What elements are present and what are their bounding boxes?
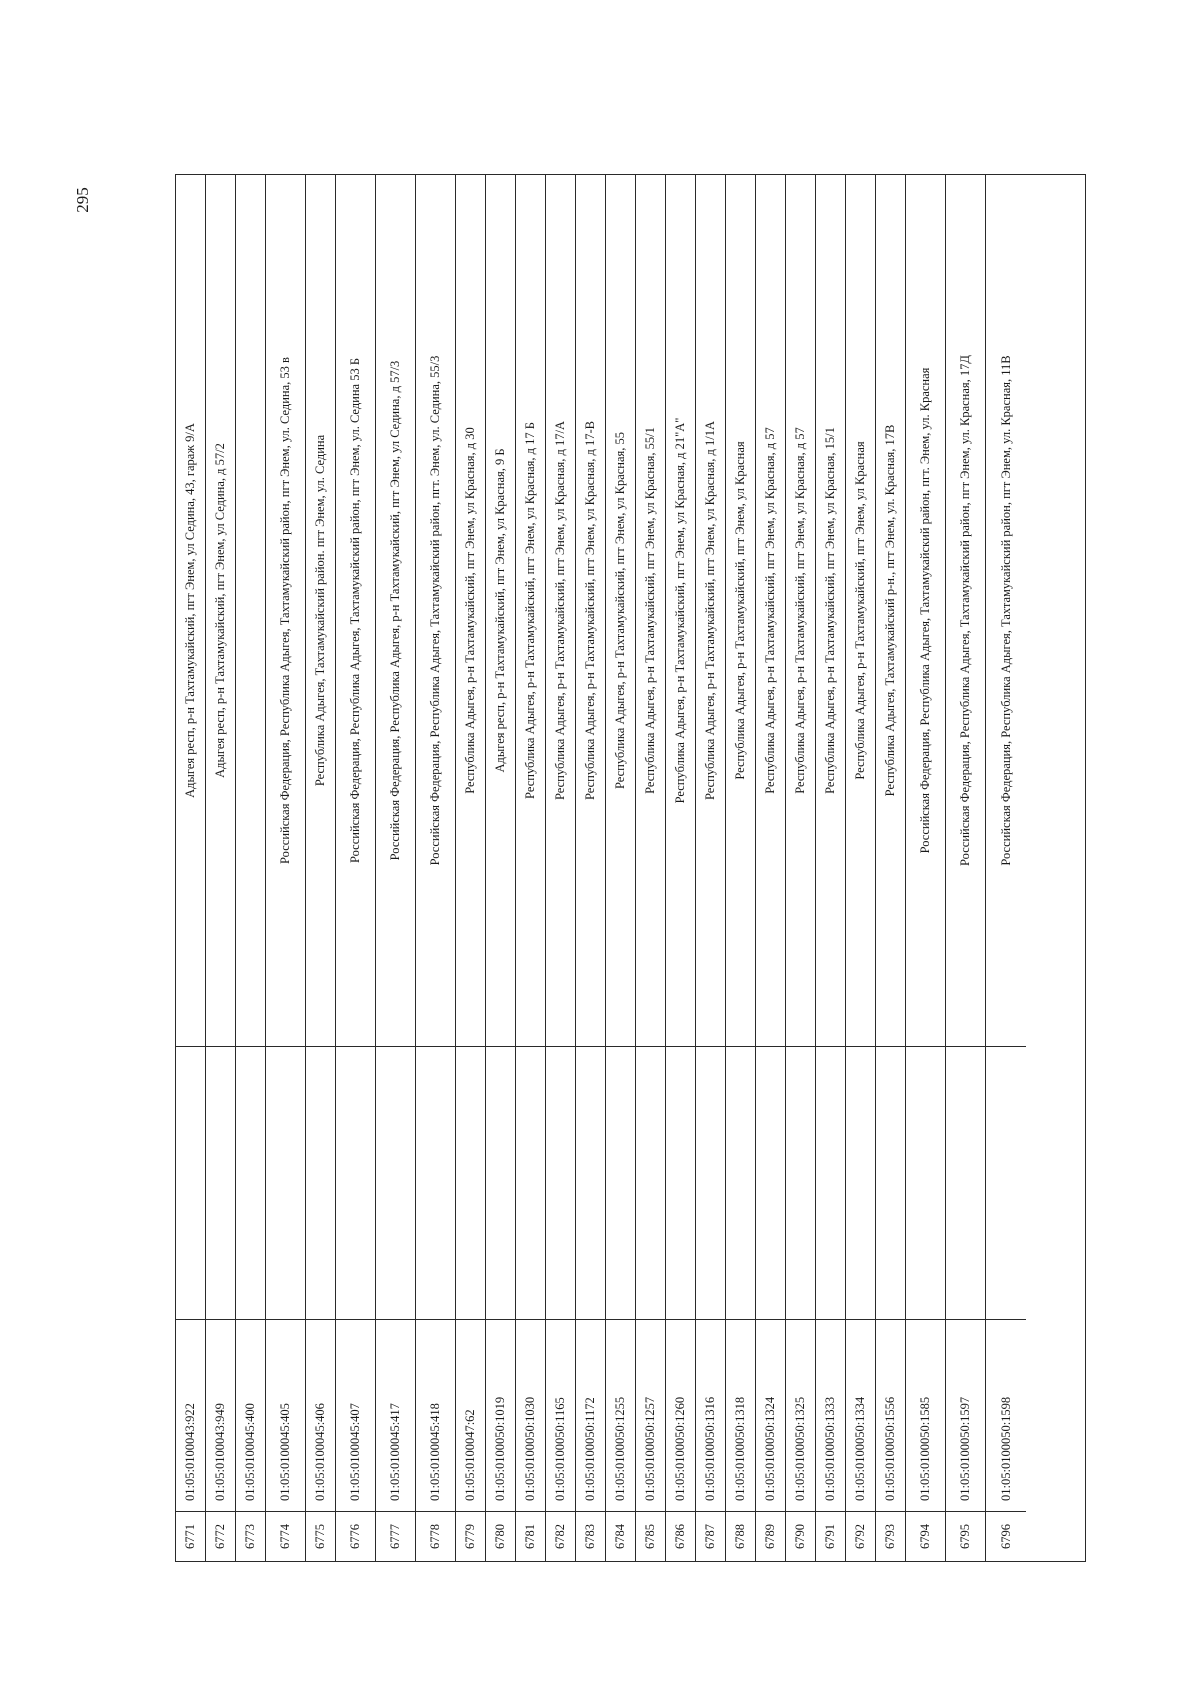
empty-cell [816, 1046, 845, 1319]
address: Республика Адыгея, р-н Тахтамукайский, пгт Энем, ул Красная, д 17 Б [523, 422, 537, 799]
row-number: 6781 [516, 1511, 545, 1561]
table-row [636, 175, 666, 1561]
row-number: 6777 [376, 1511, 415, 1561]
empty-cell [206, 1046, 235, 1319]
cadastral-number: 01:05:0100050:1019 [486, 1319, 515, 1511]
table-row [816, 175, 846, 1561]
cadastral-number: 01:05:0100047:62 [456, 1319, 485, 1511]
row-number: 6778 [416, 1511, 455, 1561]
address: Республика Адыгея, р-н Тахтамукайский, пгт Энем, ул Красная [733, 441, 747, 780]
table-row [516, 175, 546, 1561]
row-number: 6783 [576, 1511, 605, 1561]
empty-cell [696, 1046, 725, 1319]
empty-cell [336, 1046, 375, 1319]
cadastral-number: 01:05:0100050:1030 [516, 1319, 545, 1511]
row-number: 6775 [306, 1511, 335, 1561]
table-row [486, 175, 516, 1561]
empty-cell [266, 1046, 305, 1319]
row-number: 6774 [266, 1511, 305, 1561]
cadastral-number: 01:05:0100045:417 [376, 1319, 415, 1511]
empty-cell [666, 1046, 695, 1319]
address: Республика Адыгея, р-н Тахтамукайский, пгт Энем, ул Красная, д 30 [463, 427, 477, 794]
table-row [696, 175, 726, 1561]
address: Республика Адыгея, р-н Тахтамукайский, пгт Энем, ул Красная, д 1/1А [703, 420, 717, 801]
address: Российская Федерация, Республика Адыгея, Тахтамукайский район, пгт Энем, ул. Красная, 17Д [958, 355, 972, 866]
row-number: 6794 [906, 1511, 945, 1561]
table-row [236, 175, 266, 1561]
cadastral-number: 01:05:0100050:1325 [786, 1319, 815, 1511]
cadastral-number: 01:05:0100050:1255 [606, 1319, 635, 1511]
row-number: 6790 [786, 1511, 815, 1561]
empty-cell [416, 1046, 455, 1319]
empty-cell [486, 1046, 515, 1319]
address: Российская Федерация, Республика Адыгея, р-н Тахтамукайский, пгт Энем, ул Седина, д 57/3 [388, 360, 402, 861]
empty-cell [906, 1046, 945, 1319]
address: Республика Адыгея, Тахтамукайский р-н., пгт Энем, ул. Красная, 17В [883, 424, 897, 797]
cadastral-number: 01:05:0100050:1260 [666, 1319, 695, 1511]
row-number: 6779 [456, 1511, 485, 1561]
table-row [606, 175, 636, 1561]
address: Республика Адыгея, р-н Тахтамукайский, пгт Энем, ул Красная, д 17-В [583, 420, 597, 801]
cadastral-number: 01:05:0100045:400 [236, 1319, 265, 1511]
table-row [266, 175, 306, 1561]
table-row [336, 175, 376, 1561]
table-row [946, 175, 986, 1561]
row-number: 6792 [846, 1511, 875, 1561]
empty-cell [946, 1046, 985, 1319]
cadastral-number: 01:05:0100045:406 [306, 1319, 335, 1511]
cadastral-number: 01:05:0100050:1585 [906, 1319, 945, 1511]
row-number: 6791 [816, 1511, 845, 1561]
address [236, 175, 265, 1046]
empty-cell [786, 1046, 815, 1319]
cadastral-number: 01:05:0100045:418 [416, 1319, 455, 1511]
row-number: 6796 [986, 1511, 1026, 1561]
empty-cell [456, 1046, 485, 1319]
row-number: 6785 [636, 1511, 665, 1561]
table-row [546, 175, 576, 1561]
cadastral-number: 01:05:0100050:1316 [696, 1319, 725, 1511]
row-number: 6771 [176, 1511, 205, 1561]
table-row [206, 175, 236, 1561]
table-row [726, 175, 756, 1561]
address: Республика Адыгея, р-н Тахтамукайский, пгт Энем, ул Красная, д 21"А" [673, 417, 687, 804]
address: Республика Адыгея, р-н Тахтамукайский, пгт Энем, ул Красная, д 17/А [553, 420, 567, 801]
row-number: 6780 [486, 1511, 515, 1561]
table-row [786, 175, 816, 1561]
cadastral-number: 01:05:0100045:405 [266, 1319, 305, 1511]
cadastral-number: 01:05:0100050:1165 [546, 1319, 575, 1511]
table-row [666, 175, 696, 1561]
cadastral-number: 01:05:0100050:1318 [726, 1319, 755, 1511]
address: Российская Федерация, Республика Адыгея, Тахтамукайский район, пгт Энем, ул. Седина 53 Б [348, 357, 362, 864]
cadastral-number: 01:05:0100043:922 [176, 1319, 205, 1511]
address: Адыгея респ, р-н Тахтамукайский, пгт Энем, ул Красная, 9 Б [493, 448, 507, 773]
table-row [306, 175, 336, 1561]
address: Республика Адыгея, р-н Тахтамукайский, пгт Энем, ул Красная, д 57 [763, 427, 777, 794]
table-row [906, 175, 946, 1561]
row-number: 6773 [236, 1511, 265, 1561]
empty-cell [606, 1046, 635, 1319]
empty-cell [546, 1046, 575, 1319]
empty-cell [986, 1046, 1026, 1319]
cadastral-number: 01:05:0100050:1333 [816, 1319, 845, 1511]
empty-cell [236, 1046, 265, 1319]
row-number: 6795 [946, 1511, 985, 1561]
cadastral-number: 01:05:0100045:407 [336, 1319, 375, 1511]
cadastral-number: 01:05:0100050:1556 [876, 1319, 905, 1511]
row-number: 6787 [696, 1511, 725, 1561]
empty-cell [756, 1046, 785, 1319]
row-number: 6789 [756, 1511, 785, 1561]
address: Российская Федерация, Республика Адыгея, Тахтамукайский район, пгт Энем, ул. Седина, 53 в [278, 357, 292, 864]
table-row [986, 175, 1026, 1561]
address: Республика Адыгея, р-н Тахтамукайский, пгт Энем, ул Красная, 15/1 [823, 427, 837, 794]
cadastral-number: 01:05:0100050:1598 [986, 1319, 1026, 1511]
address: Российская Федерация, Республика Адыгея, Тахтамукайский район, пгт Энем, ул. Красная, 11В [998, 355, 1013, 866]
address: Республика Адыгея, р-н Тахтамукайский, пгт Энем, ул Красная [853, 441, 867, 780]
address: Республика Адыгея, Тахтамукайский район. пгт Энем, ул. Седина [313, 434, 327, 787]
table-row [846, 175, 876, 1561]
cadastral-number: 01:05:0100050:1324 [756, 1319, 785, 1511]
registry-table [175, 174, 1086, 1562]
address: Адыгея респ, р-н Тахтамукайский, пгт Энем, ул Седина, д 57/2 [213, 443, 227, 778]
row-number: 6782 [546, 1511, 575, 1561]
cadastral-number: 01:05:0100043:949 [206, 1319, 235, 1511]
row-number: 6786 [666, 1511, 695, 1561]
row-number: 6776 [336, 1511, 375, 1561]
table-row [176, 175, 206, 1561]
empty-cell [576, 1046, 605, 1319]
address: Адыгея респ, р-н Тахтамукайский, пгт Энем, ул Седина, 43, гараж 9/А [183, 423, 197, 798]
empty-cell [376, 1046, 415, 1319]
address: Российская Федерация, Республика Адыгея, Тахтамукайский район, пгт. Энем, ул. Красная [918, 367, 932, 854]
empty-cell [306, 1046, 335, 1319]
address: Республика Адыгея, р-н Тахтамукайский, пгт Энем, ул Красная, д 57 [793, 427, 807, 794]
cadastral-number: 01:05:0100050:1334 [846, 1319, 875, 1511]
empty-cell [846, 1046, 875, 1319]
empty-cell [176, 1046, 205, 1319]
address: Российская Федерация, Республика Адыгея, Тахтамукайский район, пгт. Энем, ул. Седина, 55/3 [428, 355, 442, 866]
empty-cell [876, 1046, 905, 1319]
row-number: 6784 [606, 1511, 635, 1561]
row-number: 6772 [206, 1511, 235, 1561]
empty-cell [726, 1046, 755, 1319]
row-number: 6793 [876, 1511, 905, 1561]
row-number: 6788 [726, 1511, 755, 1561]
table-row [456, 175, 486, 1561]
empty-cell [516, 1046, 545, 1319]
table-row [376, 175, 416, 1561]
cadastral-number: 01:05:0100050:1257 [636, 1319, 665, 1511]
address: Республика Адыгея, р-н Тахтамукайский, пгт Энем, ул Красная, 55 [613, 431, 627, 790]
empty-cell [636, 1046, 665, 1319]
table-row [756, 175, 786, 1561]
address: Республика Адыгея, р-н Тахтамукайский, пгт Энем, ул Красная, 55/1 [643, 427, 657, 794]
page-number: 295 [73, 187, 92, 213]
cadastral-number: 01:05:0100050:1172 [576, 1319, 605, 1511]
table-row [416, 175, 456, 1561]
cadastral-number: 01:05:0100050:1597 [946, 1319, 985, 1511]
table-row [576, 175, 606, 1561]
table-row [876, 175, 906, 1561]
